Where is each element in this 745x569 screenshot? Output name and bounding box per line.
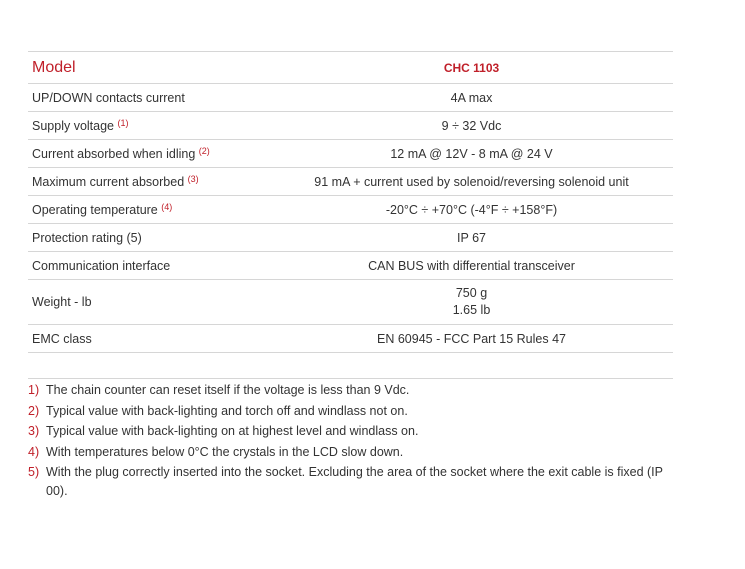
row-label: Operating temperature $^{(4)}$	[28, 196, 270, 224]
footnote-text: The chain counter can reset itself if the voltage is less than 9 Vdc.	[46, 383, 410, 397]
table-row	[28, 196, 673, 224]
row-value: EN 60945 - FCC Part 15 Rules 47	[270, 325, 673, 353]
row-label: Communication interface	[28, 252, 270, 280]
row-label: EMC class	[28, 325, 270, 353]
footnote-number: 4)	[28, 444, 40, 459]
footnote-number: 3)	[28, 424, 40, 438]
row-label: Supply voltage $^{(1)}$	[28, 112, 270, 140]
row-label: Current absorbed when idling $^{(2)}$	[28, 140, 270, 168]
row-label: UP/DOWN contacts current	[28, 84, 270, 112]
notes-divider	[28, 378, 673, 379]
row-value: -20°C ÷ +70°C (-4°F ÷ +158°F)	[270, 196, 673, 224]
table-row	[28, 325, 673, 353]
table-row	[28, 140, 673, 168]
table-header-row	[28, 52, 673, 84]
weight-grams: 750 g	[455, 286, 488, 300]
footnotes-list	[28, 381, 673, 503]
table-row	[28, 112, 673, 140]
footnote-number: 5)	[28, 465, 40, 479]
footnote-number: 1)	[28, 383, 40, 397]
footnote-ref: (1)	[117, 117, 129, 128]
row-label: Maximum current absorbed $^{(3)}$	[28, 168, 270, 196]
footnote-number: 2)	[28, 403, 40, 418]
row-label: Weight - lb	[28, 280, 270, 325]
model-label: Model	[28, 52, 270, 84]
table-row	[28, 252, 673, 280]
model-value: CHC 1103	[270, 52, 673, 84]
footnote-ref: (3)	[187, 173, 199, 184]
table-row	[28, 280, 673, 325]
footnote-item	[28, 422, 673, 441]
weight-pounds: 1.65 lb	[452, 303, 491, 317]
row-value: 12 mA @ 12V - 8 mA @ 24 V	[270, 140, 673, 168]
row-label: Protection rating (5)	[28, 224, 270, 252]
footnote-ref: (2)	[198, 145, 210, 156]
row-value: IP 67	[270, 224, 673, 252]
footnote-item	[28, 381, 673, 400]
spec-table	[28, 51, 673, 353]
footnote-text: Typical value with back-lighting on at highest level and windlass on.	[46, 424, 419, 438]
row-value	[270, 280, 673, 325]
row-value: 4A max	[270, 84, 673, 112]
table-row	[28, 84, 673, 112]
footnote-text: Typical value with back-lighting and torch off and windlass not on.	[46, 403, 408, 418]
row-value: 91 mA + current used by solenoid/reversing solenoid unit	[270, 168, 673, 196]
row-value: 9 ÷ 32 Vdc	[270, 112, 673, 140]
footnote-item	[28, 402, 673, 421]
table-row	[28, 224, 673, 252]
footnote-text: With the plug correctly inserted into the socket. Excluding the area of the socket where the exit cable is fixed (IP 00).	[46, 465, 663, 498]
footnote-text: With temperatures below 0°C the crystals in the LCD slow down.	[46, 444, 404, 459]
table-row	[28, 168, 673, 196]
row-value: CAN BUS with differential transceiver	[270, 252, 673, 280]
footnote-ref: (4)	[161, 201, 173, 212]
footnote-item	[28, 443, 673, 462]
footnote-item	[28, 463, 673, 501]
